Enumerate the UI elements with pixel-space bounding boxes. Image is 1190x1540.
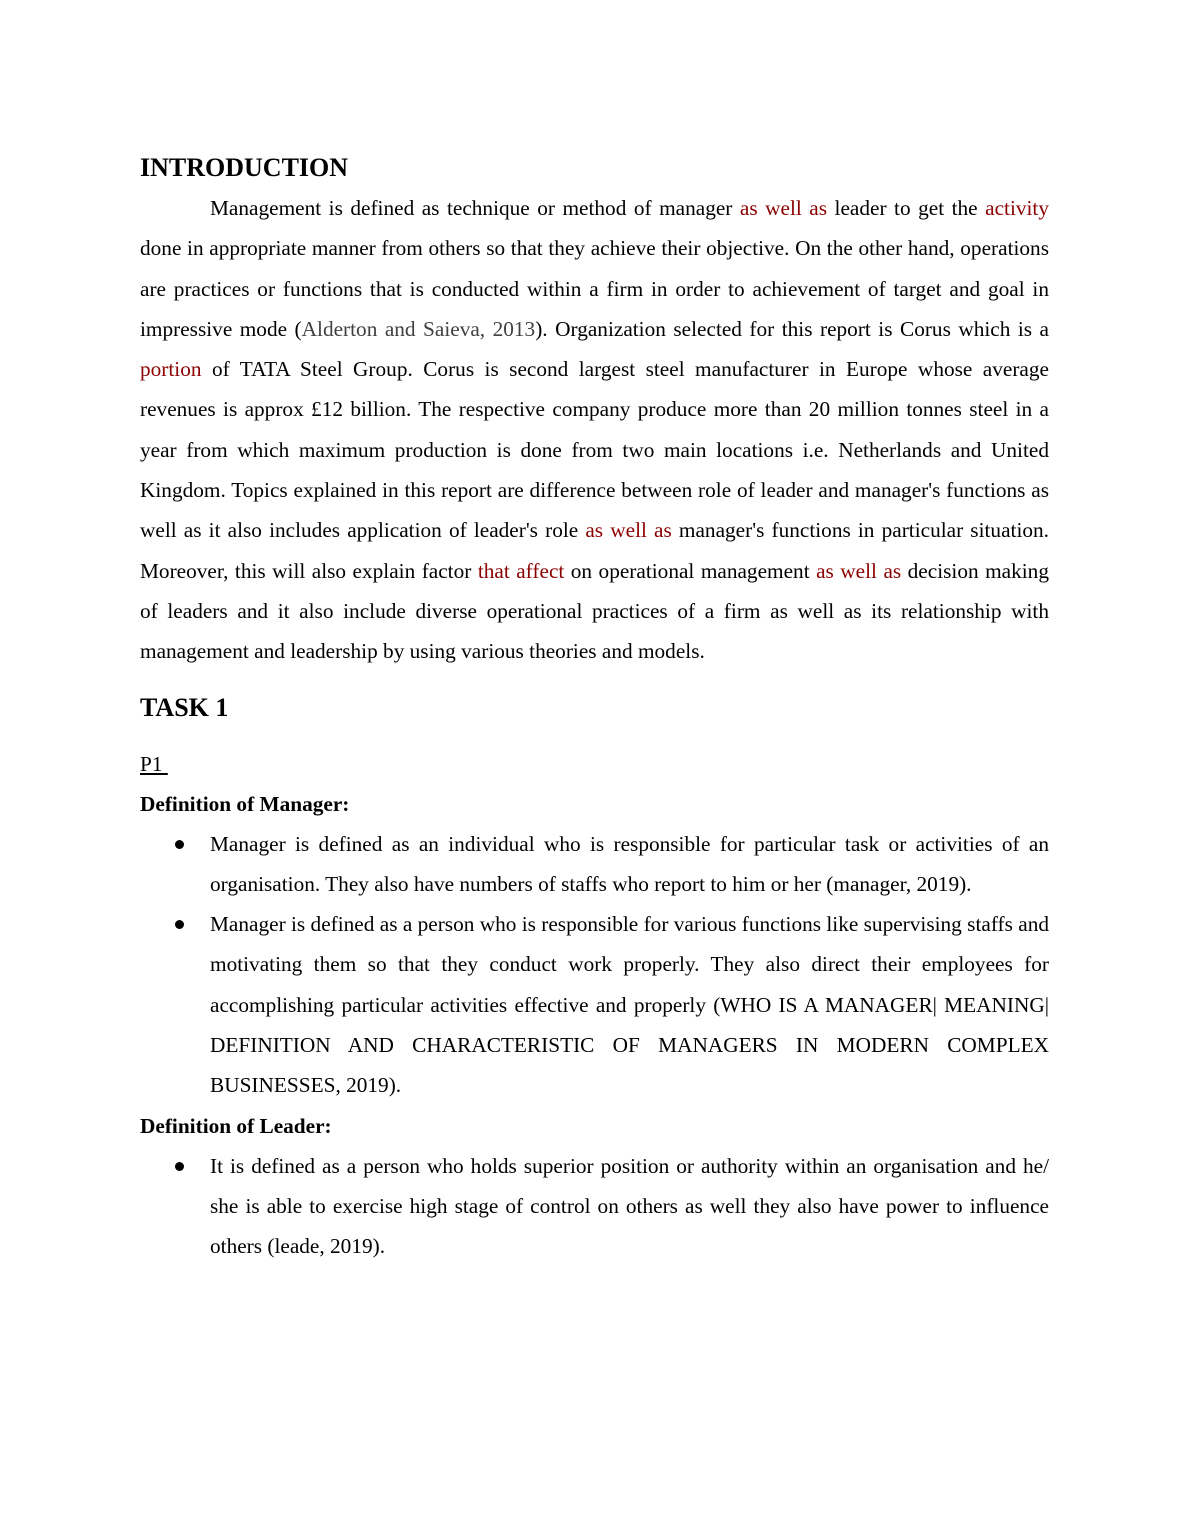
intro-highlight-segment: as well as [816, 558, 902, 583]
leader-definition-list [140, 1146, 1049, 1267]
intro-highlight-segment: activity [985, 196, 1049, 220]
intro-text-segment: of TATA Steel Group. Corus is second largest steel manufacturer in Europe whose average revenues is approx £12 billion. The respective company produce more than 20 million tonnes steel in a year from which maximum production is done from two main locations i.e. Netherlands and United Kingdom. Topics explained in this report are difference between role of leader and manager's functions as well as it also includes application of leader's role [140, 357, 1049, 543]
intro-highlight-segment: that affect [477, 558, 565, 583]
intro-text-segment: manager's functions in particular situation. Moreover, this will also explain factor [140, 518, 1049, 583]
list-item [140, 904, 1049, 1105]
intro-highlight-segment: as well as [585, 518, 672, 543]
list-item-text: Manager is defined as an individual who is responsible for particular task or activities of an organisation. They also have numbers of staffs who report to him or her (manager, 2019). [210, 831, 1049, 896]
introduction-heading: INTRODUCTION [140, 153, 349, 182]
document-page [140, 148, 1049, 1267]
intro-text-segment: decision making of leaders and it also include diverse operational practices of a firm as well as its relationship with management and leadership by using various theories and models. [140, 558, 1049, 664]
intro-text-segment: Management is defined as technique or method of manager [210, 196, 740, 220]
introduction-paragraph [140, 188, 1049, 672]
task-1-heading: TASK 1 [140, 692, 229, 722]
p1-label: P1 [140, 751, 168, 776]
leader-definition-heading: Definition of Leader: [140, 1113, 332, 1138]
intro-citation: Alderton and Saieva, 2013 [301, 316, 536, 341]
intro-text-segment: ). Organization selected for this report is Corus which is a [535, 316, 1050, 341]
intro-text-segment: done in appropriate manner from others so that they achieve their objective. On the other hand, operations are practices or functions that is conducted within a firm in order to achievement of target and goal in impressive mode ( [140, 236, 1049, 341]
intro-text-segment: leader to get the [827, 196, 986, 220]
intro-highlight-segment: as well as [739, 196, 828, 220]
list-item [140, 824, 1049, 905]
bullet-icon [175, 840, 184, 849]
intro-highlight-segment: portion [140, 357, 202, 382]
manager-definition-list [140, 824, 1049, 1106]
list-item-text: Manager is defined as a person who is responsible for various functions like supervising staffs and motivating them so that they conduct work properly. They also direct their employees for accomplishing particular activities effective and properly (WHO IS A MANAGER| MEANING| DEFINITION AND CHARACTERISTIC OF MANAGERS IN MODERN COMPLEX BUSINESSES, 2019). [210, 912, 1049, 1098]
intro-text-segment: on operational management [564, 558, 817, 583]
list-item [140, 1146, 1049, 1267]
bullet-icon [175, 1162, 184, 1171]
manager-definition-heading: Definition of Manager: [140, 791, 350, 816]
bullet-icon [175, 920, 184, 929]
list-item-text: It is defined as a person who holds superior position or authority within an organisation and he/ she is able to exercise high stage of control on others as well they also have power to influence others (leade, 2019). [210, 1153, 1049, 1259]
